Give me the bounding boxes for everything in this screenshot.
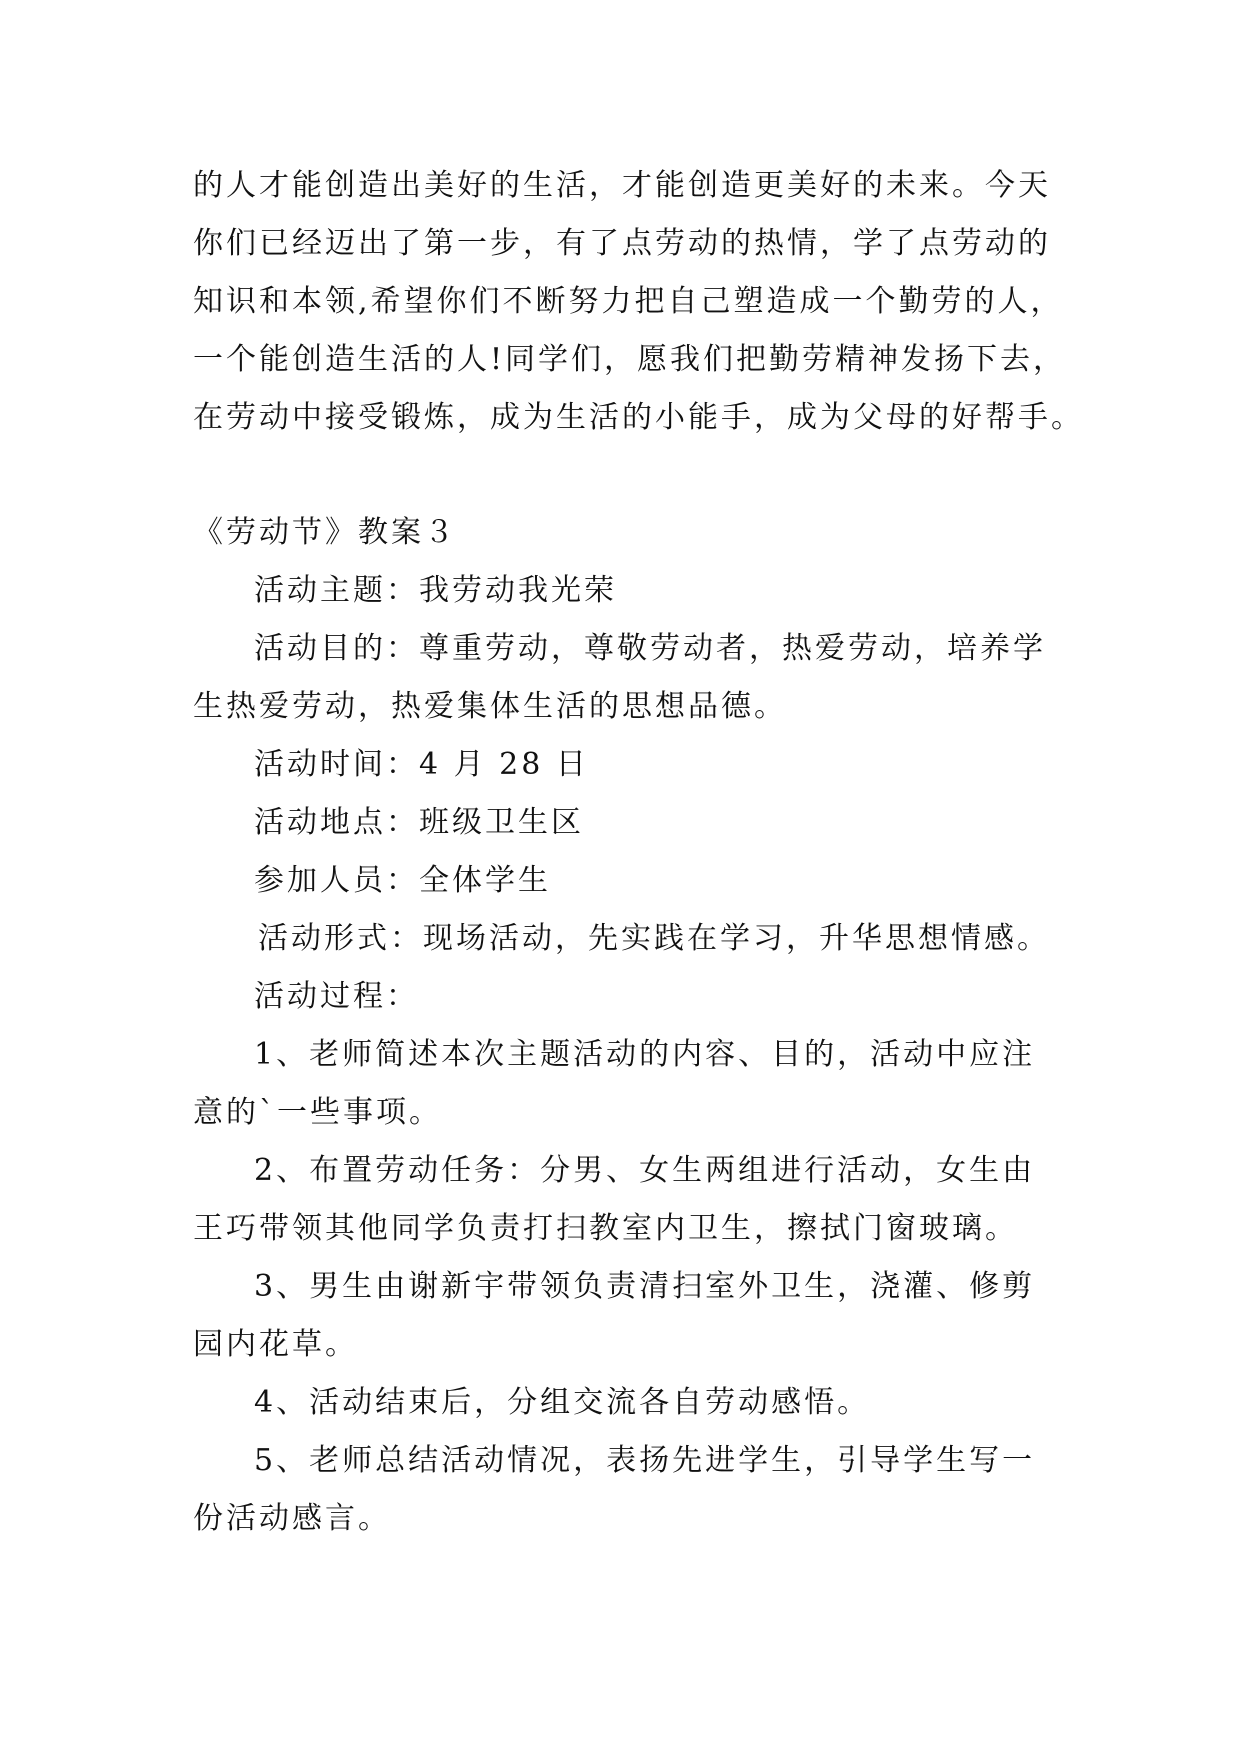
intro-line-3: 知识和本领,希望你们不断努力把自己塑造成一个勤劳的人， [193, 284, 1064, 319]
activity-location: 活动地点：班级卫生区 [254, 805, 584, 840]
activity-theme: 活动主题：我劳动我光荣 [254, 573, 617, 608]
activity-time: 活动时间：4 月 28 日 [254, 747, 589, 782]
process-step-3-line-1: 3、男生由谢新宇带领负责清扫室外卫生，浇灌、修剪 [254, 1269, 1036, 1304]
process-step-4-line-1: 4、活动结束后，分组交流各自劳动感悟。 [254, 1385, 871, 1420]
process-step-2-line-2: 王巧带领其他同学负责打扫教室内卫生，擦拭门窗玻璃。 [193, 1211, 1018, 1246]
section-title: 《劳动节》教案３ [193, 515, 457, 550]
activity-participants: 参加人员：全体学生 [254, 863, 551, 898]
activity-process-label: 活动过程： [254, 979, 419, 1014]
intro-line-2: 你们已经迈出了第一步，有了点劳动的热情，学了点劳动的 [193, 226, 1051, 261]
activity-purpose-line-1: 活动目的：尊重劳动，尊敬劳动者，热爱劳动，培养学 [254, 631, 1046, 666]
process-step-1-line-1: 1、老师简述本次主题活动的内容、目的，活动中应注 [254, 1037, 1036, 1072]
process-step-1-line-2: 意的`一些事项。 [193, 1095, 442, 1130]
activity-format: 活动形式：现场活动，先实践在学习，升华思想情感。 [258, 921, 1050, 956]
process-step-5-line-1: 5、老师总结活动情况，表扬先进学生，引导学生写一 [254, 1443, 1036, 1478]
activity-purpose-line-2: 生热爱劳动，热爱集体生活的思想品德。 [193, 689, 787, 724]
process-step-5-line-2: 份活动感言。 [193, 1501, 391, 1536]
process-step-3-line-2: 园内花草。 [193, 1327, 358, 1362]
intro-line-5: 在劳动中接受锻炼，成为生活的小能手，成为父母的好帮手。 [193, 400, 1084, 435]
intro-line-1: 的人才能创造出美好的生活，才能创造更美好的未来。今天 [193, 168, 1051, 203]
process-step-2-line-1: 2、布置劳动任务：分男、女生两组进行活动，女生由 [254, 1153, 1036, 1188]
intro-line-4: 一个能创造生活的人!同学们，愿我们把勤劳精神发扬下去， [193, 342, 1067, 377]
